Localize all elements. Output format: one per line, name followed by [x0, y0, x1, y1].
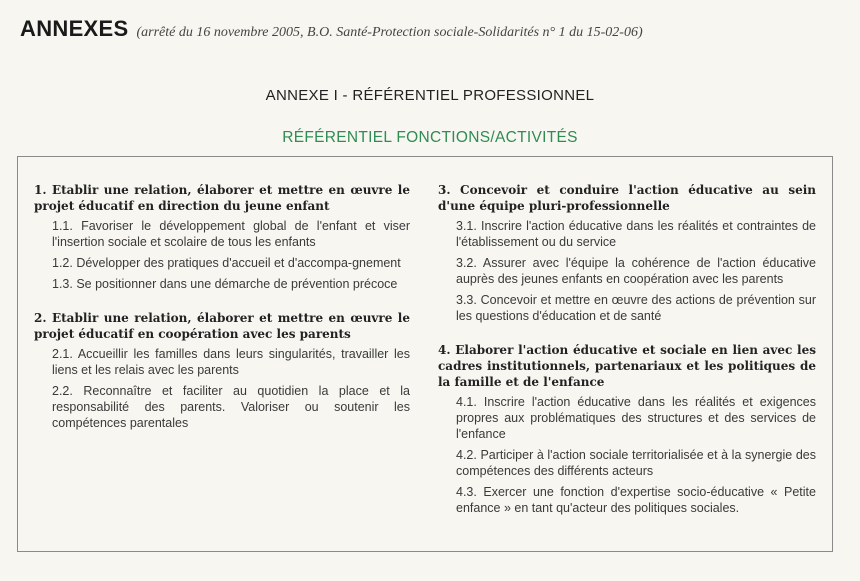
activity-item: 1.3. Se positionner dans une démarche de prévention précoce [52, 277, 398, 291]
activity-item: 2.2. Reconnaître et faciliter au quotidien la place et la responsabilité des parents. Valoriser ou soutenir les compétences parentales [52, 384, 410, 430]
section-title: 1. Etablir une relation, élaborer et mettre en œuvre le projet éducatif en direction du jeune enfant [34, 183, 410, 213]
document-header [20, 16, 643, 42]
section-1 [34, 182, 410, 292]
activity-item: 2.1. Accueillir les familles dans leurs singularités, travailler les liens et les relais avec les parents [52, 347, 410, 377]
section-4 [438, 342, 816, 516]
section-title: 4. Elaborer l'action éducative et sociale en lien avec les cadres institutionnels, partenariaux et les politiques de la famille et de l'enfance [438, 343, 816, 389]
activity-item: 3.2. Assurer avec l'équipe la cohérence de l'action éducative auprès des jeunes enfants en coopération avec les parents [456, 256, 816, 286]
annexes-heading: ANNEXES [20, 16, 129, 41]
activity-item: 4.1. Inscrire l'action éducative dans les réalités et exigences propres aux problématiques des structures et des services de l'enfance [456, 395, 816, 441]
section-2 [34, 310, 410, 431]
decree-reference: (arrêté du 16 novembre 2005, B.O. Santé-Protection sociale-Solidarités n° 1 du 15-02-06) [136, 25, 643, 40]
section-title: 3. Concevoir et conduire l'action éducative au sein d'une équipe pluri-professionnelle [438, 183, 816, 213]
activity-item: 1.1. Favoriser le développement global de l'enfant et viser l'insertion sociale et scolaire de tous les enfants [52, 219, 410, 249]
left-column [34, 182, 410, 449]
section-title: 2. Etablir une relation, élaborer et mettre en œuvre le projet éducatif en coopération avec les parents [34, 311, 410, 341]
activity-item: 4.2. Participer à l'action sociale territorialisée et à la synergie des compétences des différents acteurs [456, 448, 816, 478]
referentiel-frame [17, 156, 833, 552]
activity-item: 3.1. Inscrire l'action éducative dans les réalités et contraintes de l'établissement ou du service [456, 219, 816, 249]
activity-item: 4.3. Exercer une fonction d'expertise socio-éducative « Petite enfance » en tant qu'acteur des politiques sociales. [456, 485, 816, 515]
section-3 [438, 182, 816, 324]
annexe-title: ANNEXE I - RÉFÉRENTIEL PROFESSIONNEL [265, 87, 595, 104]
referentiel-title: RÉFÉRENTIEL FONCTIONS/ACTIVITÉS [282, 129, 578, 146]
activity-item: 3.3. Concevoir et mettre en œuvre des actions de prévention sur les questions d'éducation et de santé [456, 293, 816, 323]
activity-item: 1.2. Développer des pratiques d'accueil et d'accompa-gnement [52, 256, 401, 270]
right-column [438, 182, 816, 534]
